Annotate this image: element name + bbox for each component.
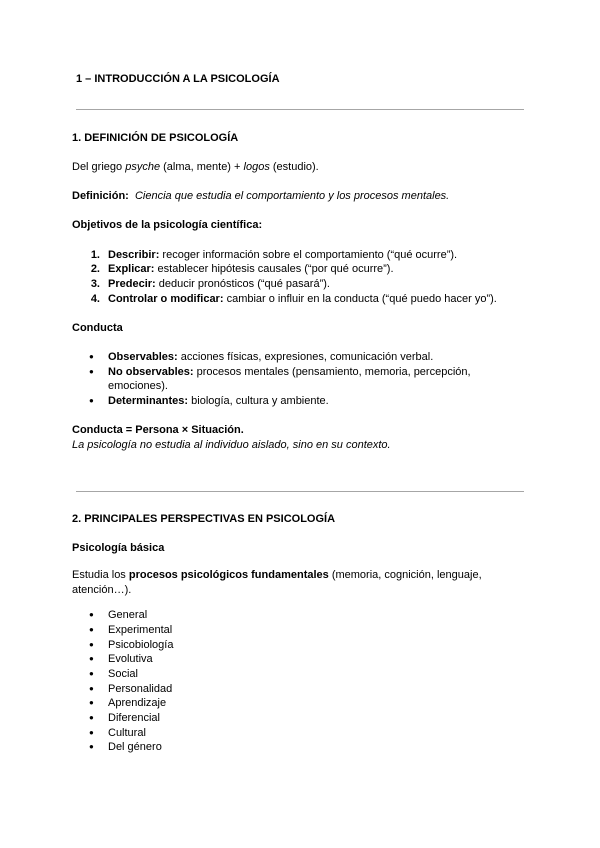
bullet-icon: ●	[89, 698, 94, 707]
intro-line-2: atención…).	[72, 584, 132, 596]
bullet-icon: ●	[89, 352, 94, 361]
divider	[76, 491, 524, 492]
list-number: 4.	[90, 293, 100, 305]
section1-heading: 1. DEFINICIÓN DE PSICOLOGÍA	[72, 132, 239, 144]
bullet-icon: ●	[89, 367, 94, 376]
bullet-icon: ●	[89, 713, 94, 722]
bullet-icon: ●	[89, 684, 94, 693]
bullet-icon: ●	[89, 742, 94, 751]
formula: Conducta = Persona × Situación.	[72, 424, 244, 436]
bullet-icon: ●	[89, 610, 94, 619]
section2-subheading: Psicología básica	[72, 542, 165, 554]
bullet-icon: ●	[89, 728, 94, 737]
main-title: 1 – INTRODUCCIÓN A LA PSICOLOGÍA	[76, 73, 280, 85]
bullet-icon: ●	[89, 654, 94, 663]
conducta-heading: Conducta	[72, 322, 123, 334]
formula-note: La psicología no estudia al individuo aislado, sino en su contexto.	[72, 439, 391, 451]
objectives-heading: Objetivos de la psicología científica:	[72, 219, 263, 231]
etymology-line: Del griego psyche (alma, mente) + logos (estudio).	[72, 161, 319, 173]
list-number: 1.	[90, 249, 100, 261]
bullet-icon: ●	[89, 669, 94, 678]
intro-line: Estudia los procesos psicológicos fundamentales (memoria, cognición, lenguaje,	[72, 569, 482, 581]
document-page: 1 – INTRODUCCIÓN A LA PSICOLOGÍA 1. DEFINICIÓN DE PSICOLOGÍA Del griego psyche (alma, mente) + logos (estudio). Definición: Ciencia que estudia el comportamiento y los procesos mentales. Objetivos de la psicología científica: 1. Describir: recoger información sobre el comportamiento (“qué ocurre”). 2. Explicar: establecer hipótesis causales (“por qué ocurre”). 3. Predecir: deducir pronósticos (“qué pasará”). 4. Controlar o modificar: cambiar o influir en la conducta (“qué puedo hacer yo”). Conducta ● Observables: acciones físicas, expresiones, comunicación verbal. ● No observables: procesos mentales (pensamiento, memoria, percepción, emociones). ● Determinantes: biología, cultura y ambiente. Conducta = Persona × Situación. La psicología no estudia al individuo aislado, sino en su contexto. 2. PRINCIPALES PERSPECTIVAS EN PSICOLOGÍA Psicología básica Estudia los procesos psicológicos fundamentales (memoria, cognición, lenguaje, atención…). ● General ● Experimental ● Psicobiología ● Evolutiva ● Social ● Personalidad ● Aprendizaje ● Diferencial ● Cultural ● Del género	[0, 0, 600, 848]
divider	[76, 109, 524, 110]
section2-heading: 2. PRINCIPALES PERSPECTIVAS EN PSICOLOGÍA	[72, 513, 336, 525]
bullet-icon: ●	[89, 396, 94, 405]
bullet-icon: ●	[89, 640, 94, 649]
list-number: 2.	[90, 263, 100, 275]
list-number: 3.	[90, 278, 100, 290]
bullet-icon: ●	[89, 625, 94, 634]
definition-line: Definición: Ciencia que estudia el comportamiento y los procesos mentales.	[72, 190, 450, 202]
